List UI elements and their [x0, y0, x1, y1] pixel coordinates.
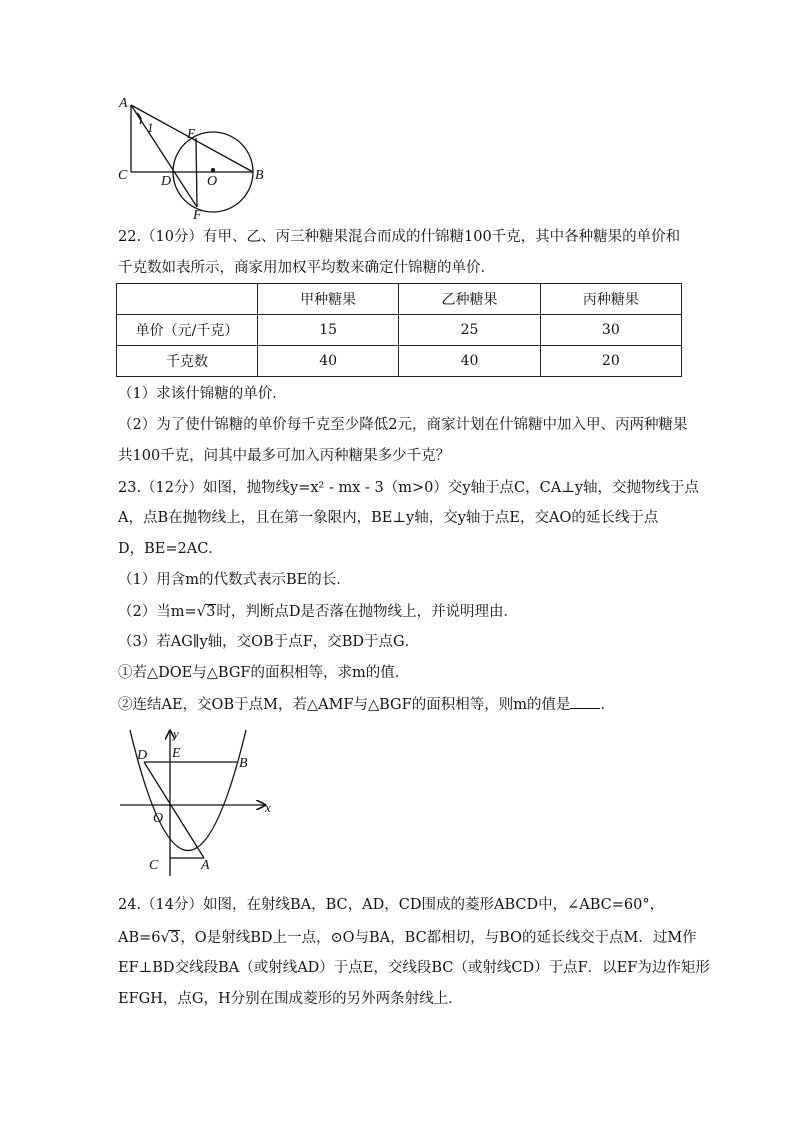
q23-sub3a: ①若△DOE与△BGF的面积相等，求m的值． — [118, 665, 410, 681]
table-header-cell: 甲种糖果 — [258, 284, 399, 315]
q23-sub3: （3）若AG∥y轴，交OB于点F，交BD于点G． — [118, 634, 420, 650]
label-C: C — [118, 168, 128, 183]
label-O: O — [207, 174, 218, 189]
q22-stem-line2: 千克数如表所示，商家用加权平均数来确定什锦糖的单价． — [118, 260, 495, 276]
table-cell: 单价（元/千克） — [117, 315, 258, 346]
q24-line2-radicand: 3 — [170, 930, 180, 946]
q23-sub1: （1）用含m的代数式表示BE的长． — [118, 572, 351, 588]
parabola-figure — [115, 726, 280, 881]
q24-stem-line4: EFGH，点G，H分别在围成菱形的另外两条射线上． — [118, 991, 463, 1007]
q23-sub2-pre: （2）当m= — [118, 604, 197, 620]
table-header-cell: 乙种糖果 — [399, 284, 540, 315]
sqrt-symbol: √ — [196, 602, 207, 620]
label-C: C — [149, 858, 159, 873]
label-x-axis: x — [265, 800, 271, 815]
q23-stem-line1: 23.（12分）如图，抛物线y=x² - mx - 3（m>0）交y轴于点C，CA⊥y轴，交抛物线于点 — [118, 480, 700, 496]
table-header-cell: 丙种糖果 — [540, 284, 681, 315]
table-header-row — [117, 284, 682, 315]
q22-stem-line1: 22.（10分）有甲、乙、丙三种糖果混合而成的什锦糖100千克，其中各种糖果的单价和 — [118, 229, 681, 245]
q24-line2-post: ，O是射线BD上一点，⊙O与BA，BC都相切，与BO的延长线交于点M．过M作 — [180, 930, 697, 946]
table-cell: 25 — [399, 315, 540, 346]
q23-sub2-post: 时，判断点D是否落在抛物线上，并说明理由． — [216, 604, 519, 620]
q23-sub2 — [118, 601, 518, 622]
label-angle-1: 1 — [147, 120, 154, 135]
q24-stem-line1: 24.（14分）如图，在射线BA，BC，AD，CD围成的菱形ABCD中，∠ABC=60°， — [118, 897, 665, 913]
q23-sub3b — [118, 694, 615, 715]
candy-price-table — [116, 283, 682, 377]
table-header-cell — [117, 284, 258, 315]
table-cell: 40 — [258, 346, 399, 377]
table-cell: 15 — [258, 315, 399, 346]
label-D: D — [137, 748, 148, 763]
label-A: A — [119, 96, 128, 111]
sqrt-symbol: √ — [160, 928, 171, 946]
label-E: E — [172, 746, 181, 761]
table-cell: 20 — [540, 346, 681, 377]
label-B: B — [255, 168, 264, 183]
label-A: A — [201, 858, 210, 873]
geometry-figure-circle — [110, 92, 280, 222]
table-cell: 40 — [399, 346, 540, 377]
q24-stem-line3: EF⊥BD交线段BA（或射线AD）于点E，交线段BC（或射线CD）于点F．以EF为边作矩形 — [118, 960, 710, 976]
q23-stem-line2: A，点B在抛物线上，且在第一象限内，BE⊥y轴，交y轴于点E，交AO的延长线于点 — [118, 510, 659, 526]
q23-sub2-radicand: 3 — [206, 604, 216, 620]
label-E: E — [187, 127, 196, 142]
table-row — [117, 315, 682, 346]
q23-sub3b-pre: ②连结AE，交OB于点M，若△AMF与△BGF的面积相等，则m的值是 — [118, 697, 571, 713]
answer-blank — [570, 694, 600, 709]
label-B: B — [239, 756, 248, 771]
label-F: F — [193, 208, 202, 222]
q23-stem-line3: D，BE=2AC． — [118, 541, 223, 557]
q22-sub2-line1: （2）为了使什锦糖的单价每千克至少降低2元，商家计划在什锦糖中加入甲、丙两种糖果 — [118, 417, 688, 433]
q24-line2-pre: AB=6 — [118, 930, 161, 946]
table-cell: 千克数 — [117, 346, 258, 377]
table-cell: 30 — [540, 315, 681, 346]
label-y-axis: y — [173, 726, 179, 741]
q22-sub2-line2: 共100千克，问其中最多可加入丙种糖果多少千克？ — [118, 448, 451, 464]
q24-stem-line2 — [118, 927, 697, 948]
q23-sub3b-post: ． — [600, 697, 615, 713]
table-row — [117, 346, 682, 377]
q22-sub1: （1）求该什锦糖的单价． — [118, 386, 287, 402]
label-D: D — [161, 174, 172, 189]
label-O: O — [153, 811, 164, 826]
